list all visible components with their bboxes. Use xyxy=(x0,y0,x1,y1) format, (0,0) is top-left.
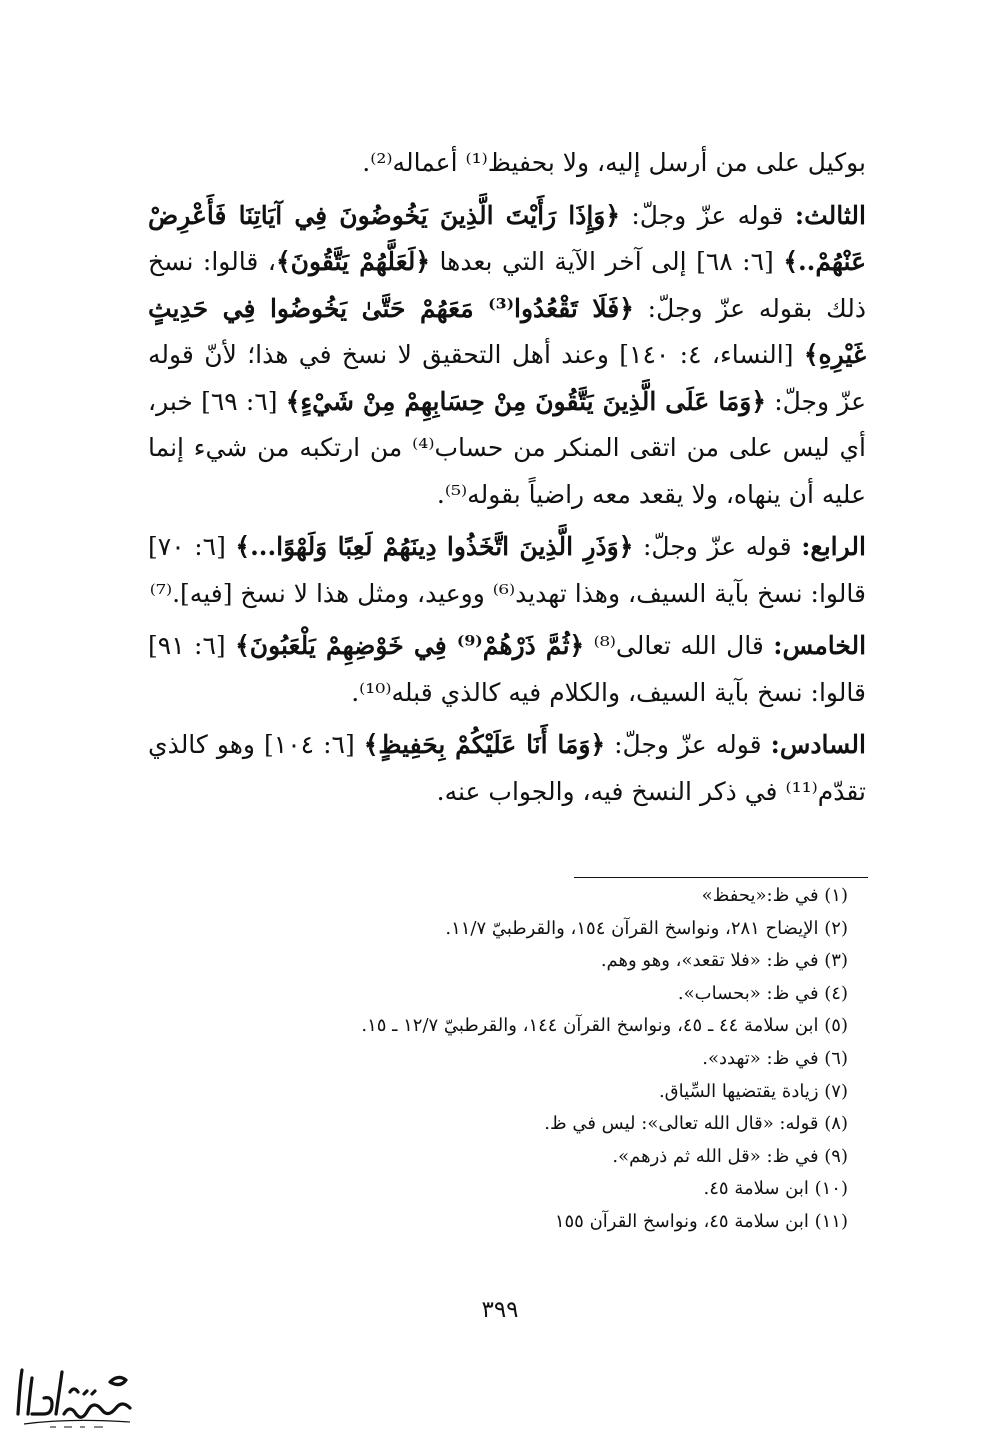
footnote: (٨) قوله: «قال الله تعالى»: ليس في ظ. xyxy=(544,1113,848,1135)
footnote: (٤) في ظ: «بحساب». xyxy=(677,982,848,1004)
paragraph-text: قال الله تعالى⁽⁸⁾ xyxy=(584,631,774,660)
paragraph-fifth xyxy=(148,623,866,716)
paragraph-text: قوله عزّ وجلّ: xyxy=(605,730,771,759)
footnote: (٥) ابن سلامة ٤٤ ـ ٤٥، ونواسخ القرآن ١٤٤، والقرطبيّ ١٢/٧ ـ ١٥. xyxy=(361,1015,848,1037)
footnotes xyxy=(300,880,848,1239)
quran-quote: ﴿ثُمَّ ذَرْهُمْ⁽⁹⁾ فِي خَوْضِهِمْ يَلْعَبُونَ﴾ xyxy=(235,631,585,660)
paragraph-heading: الخامس: xyxy=(773,631,867,660)
paragraph-continuation xyxy=(148,140,866,187)
paragraph-text: ، قالوا: نسخ ذلك بقوله عزّ وجلّ: xyxy=(148,247,866,323)
footnote: (٩) في ظ: «قل الله ثم ذرهم». xyxy=(612,1145,848,1167)
paragraph-text: [٦: ٩١] قالوا: نسخ بآية السيف، والكلام فيه كالذي قبله⁽¹⁰⁾. xyxy=(148,631,866,707)
quran-quote: ﴿لَعَلَّهُمْ يَتَّقُونَ﴾ xyxy=(275,247,431,276)
quran-quote: ﴿فَلَا تَقْعُدُوا⁽³⁾ مَعَهُمْ حَتَّىٰ يَخُوضُوا فِي حَدِيثٍ غَيْرِهِ﴾ xyxy=(148,293,866,369)
quran-quote: ﴿وَإِذَا رَأَيْتَ الَّذِينَ يَخُوضُونَ فِي آيَاتِنَا فَأَعْرِضْ عَنْهُمْ..﴾ xyxy=(148,200,866,276)
paragraph-text: قوله عزّ وجلّ: xyxy=(620,200,795,230)
paragraph-text: قوله عزّ وجلّ: xyxy=(633,532,802,561)
footnote: (٧) زيادة يقتضيها السِّياق. xyxy=(658,1080,848,1102)
paragraph-text: بوكيل على من أرسل إليه، ولا بحفيظ⁽¹⁾ أعماله⁽²⁾. xyxy=(362,148,866,177)
footnote: (١١) ابن سلامة ٤٥، ونواسخ القرآن ١٥٥ xyxy=(554,1210,848,1232)
main-text xyxy=(148,140,866,821)
footnote: (٢) الإيضاح ٢٨١، ونواسخ القرآن ١٥٤، والقرطبيّ ١١/٧. xyxy=(445,917,848,939)
footnote: (١٠) ابن سلامة ٤٥. xyxy=(703,1178,848,1200)
paragraph-third xyxy=(148,193,866,519)
paragraph-fourth xyxy=(148,524,866,617)
quran-quote: ﴿وَمَا عَلَى الَّذِينَ يَتَّقُونَ مِنْ حِسَابِهِمْ مِنْ شَيْءٍ﴾ xyxy=(285,386,766,416)
quran-quote: ﴿وَمَا أَنَا عَلَيْكُمْ بِحَفِيظٍ﴾ xyxy=(363,730,606,759)
footnote: (٣) في ظ: «فلا تقعد»، وهو وهم. xyxy=(600,950,848,972)
paragraph-text: [النساء، ٤: ١٤٠] وعند أهل التحقيق لا نسخ في هذا؛ لأنّ قوله عزّ وجلّ: xyxy=(148,340,867,416)
footnote-separator xyxy=(574,877,868,878)
paragraph-heading: السادس: xyxy=(770,730,866,759)
quran-quote: ﴿وَذَرِ الَّذِينَ اتَّخَذُوا دِينَهُمْ لَعِبًا وَلَهْوًا...﴾ xyxy=(235,532,634,561)
paragraph-sixth xyxy=(148,722,866,815)
page-number: ٣٩٩ xyxy=(481,1297,519,1323)
footnote: (١) في ظ:«يحفظ» xyxy=(701,885,848,906)
paragraph-heading: الرابع: xyxy=(801,532,866,561)
paragraph-text: [٦: ٦٩] خبر، أي ليس على من اتقى المنكر من حساب⁽⁴⁾ من ارتكبه من شيء إنما عليه أن ينهاه، ولا يقعد معه راضياً بقوله⁽⁵⁾. xyxy=(148,386,866,509)
publisher-logo xyxy=(10,1352,142,1432)
paragraph-text: [٦: ٦٨] إلى آخر الآية التي بعدها xyxy=(430,247,784,276)
footnote: (٦) في ظ: «تهدد». xyxy=(702,1047,848,1069)
paragraph-text: [٦: ١٠٤] وهو كالذي تقدّم⁽¹¹⁾ في ذكر النسخ فيه، والجواب عنه. xyxy=(148,730,866,806)
paragraph-text: [٦: ٧٠] قالوا: نسخ بآية السيف، وهذا تهديد⁽⁶⁾ ووعيد، ومثل هذا لا نسخ [فيه].⁽⁷⁾ xyxy=(148,532,866,608)
paragraph-heading: الثالث: xyxy=(794,200,866,230)
